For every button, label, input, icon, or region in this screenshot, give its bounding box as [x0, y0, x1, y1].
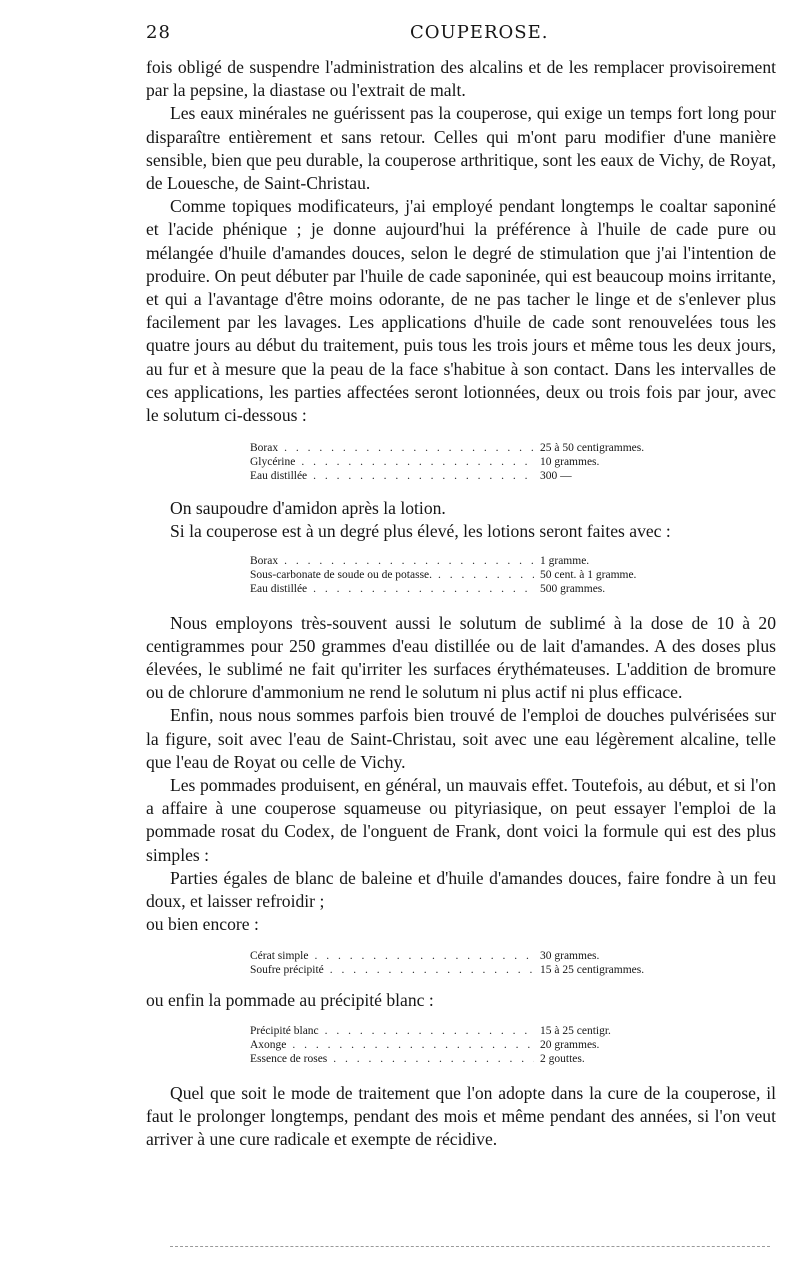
- formula-row: [250, 963, 690, 977]
- ingredient-name: Eau distillée: [250, 582, 308, 595]
- formula-row: [250, 949, 690, 963]
- paragraph-pommades: Les pommades produisent, en général, un mauvais effet. Toutefois, au début, et si l'on a affaire à une couperose squameuse ou pityriasique, on peut essayer l'emploi de la pommade rosat du Codex, de l'onguent de Frank, dont voici la formule qui est des plus simples :: [146, 775, 776, 865]
- formula-row: [250, 568, 690, 582]
- leader-dots: [314, 949, 534, 963]
- ingredient-name: Soufre précipité: [250, 963, 324, 976]
- page-header: [146, 22, 764, 46]
- leader-dots: [438, 568, 534, 582]
- page-number: 28: [146, 22, 171, 43]
- paragraph-ou-enfin: ou enfin la pommade au précipité blanc :: [146, 989, 434, 1010]
- leader-dots: [313, 582, 534, 596]
- ingredient-quantity: 1 gramme.: [540, 554, 590, 567]
- formula-row: [250, 1024, 690, 1038]
- ingredient-name: Glycérine: [250, 456, 296, 469]
- leader-dots: [313, 469, 534, 483]
- ingredient-quantity: 30 grammes.: [540, 949, 600, 962]
- ingredient-name: Précipité blanc: [250, 1024, 319, 1037]
- footer-rule: [170, 1246, 770, 1247]
- formula-cerat-soufre: [250, 949, 690, 977]
- ingredient-name: Sous-carbonate de soude ou de potasse.: [250, 568, 433, 581]
- leader-dots: [292, 1038, 534, 1052]
- ingredient-name: Axonge: [250, 1038, 287, 1051]
- ingredient-name: Essence de roses: [250, 1052, 328, 1065]
- leader-dots: [284, 441, 534, 455]
- formula-row: [250, 554, 690, 568]
- body-text: [146, 56, 776, 1151]
- formula-row: [250, 455, 690, 469]
- formula-borax-carbonate: [250, 554, 690, 596]
- ingredient-name: Borax: [250, 442, 279, 455]
- paragraph-mineral-waters: Les eaux minérales ne guérissent pas la couperose, qui exige un temps fort long pour disparaître entièrement et sans retour. Celles qui m'ont paru modifier d'une manière sensible, bien que peu durable, la couperose arthritique, sont les eaux de Vichy, de Royat, de Louesche, de Saint-Christau.: [146, 103, 776, 194]
- ingredient-quantity: 25 à 50 centigrammes.: [540, 442, 645, 455]
- paragraph-continuation: fois obligé de suspendre l'administration des alcalins et de les remplacer provisoirement par la pepsine, la diastase ou l'extrait de malt.: [146, 57, 776, 101]
- formula-borax-glycerine: [250, 441, 690, 483]
- paragraph-topiques: Comme topiques modificateurs, j'ai employé pendant longtemps le coaltar saponiné et l'acide phénique ; je donne aujourd'hui la préférence à l'huile de cade pure ou mélangée d'huile d'amandes douces, selon le degré de stimulation que j'ai l'intention de produire. On peut débuter par l'huile de cade saponinée, qui est beaucoup moins irritante, et qui a l'avantage d'être moins odorante, de ne pas tacher le linge et de s'enlever plus facilement par les lavages. Les applications d'huile de cade sont renouvelées tous les quatre jours au début du traitement, puis tous les trois jours et même tous les deux jours, au fur et à mesure que la peau de la face s'habitue à son contact. Dans les intervalles de ces applications, les parties affectées seront lotionnées, deux ou trois fois par jour, avec le solutum ci-dessous :: [146, 196, 776, 426]
- paragraph-amidon: On saupoudre d'amidon après la lotion.: [170, 498, 446, 519]
- ingredient-quantity: 15 à 25 centigrammes.: [540, 963, 645, 976]
- leader-dots: [325, 1024, 534, 1038]
- ingredient-quantity: 15 à 25 centigr.: [540, 1024, 611, 1037]
- ingredient-quantity: 500 grammes.: [540, 582, 606, 595]
- ingredient-quantity: 10 grammes.: [540, 456, 600, 469]
- ingredient-name: Borax: [250, 554, 279, 567]
- paragraph-conclusion: Quel que soit le mode de traitement que l'on adopte dans la cure de la couperose, il faut le prolonger longtemps, pendant des mois et même pendant des années, si l'on veut arriver à une cure radicale et exempte de récidive.: [146, 1082, 776, 1150]
- paragraph-douches: Enfin, nous nous sommes parfois bien trouvé de l'emploi de douches pulvérisées sur la figure, soit avec l'eau de Saint-Christau, soit avec une eau légèrement alcaline, telle que l'eau de Royat ou celle de Vichy.: [146, 705, 776, 772]
- ingredient-quantity: 20 grammes.: [540, 1038, 600, 1051]
- leader-dots: [284, 554, 534, 568]
- running-title: COUPEROSE.: [410, 22, 549, 43]
- formula-row: [250, 1038, 690, 1052]
- ingredient-name: Eau distillée: [250, 470, 308, 483]
- paragraph-sublime: Nous employons très-souvent aussi le solutum de sublimé à la dose de 10 à 20 centigrammes pour 250 grammes d'eau distillée ou de lait d'amandes. A des doses plus élevées, le sublimé ne fait qu'irriter les surfaces érythémateuses. L'addition de bromure ou de chlorure d'ammonium ne rend le solutum ni plus actif ni plus efficace.: [146, 612, 776, 703]
- leader-dots: [330, 963, 534, 977]
- formula-row: [250, 469, 690, 483]
- paragraph-degre-eleve: Si la couperose est à un degré plus élevé, les lotions seront faites avec :: [170, 521, 671, 542]
- formula-precipite-blanc: [250, 1024, 690, 1066]
- ingredient-name: Cérat simple: [250, 949, 309, 962]
- leader-dots: [301, 455, 534, 469]
- paragraph-parties-egales: Parties égales de blanc de baleine et d'huile d'amandes douces, faire fondre à un feu doux, et laisser refroidir ;: [146, 867, 776, 912]
- paragraph-ou-bien: ou bien encore :: [146, 914, 259, 935]
- formula-row: [250, 441, 690, 455]
- formula-row: [250, 582, 690, 596]
- ingredient-quantity: 2 gouttes.: [540, 1052, 585, 1065]
- ingredient-quantity: 300 —: [540, 470, 572, 483]
- formula-row: [250, 1052, 690, 1066]
- leader-dots: [333, 1052, 534, 1066]
- ingredient-quantity: 50 cent. à 1 gramme.: [540, 568, 637, 581]
